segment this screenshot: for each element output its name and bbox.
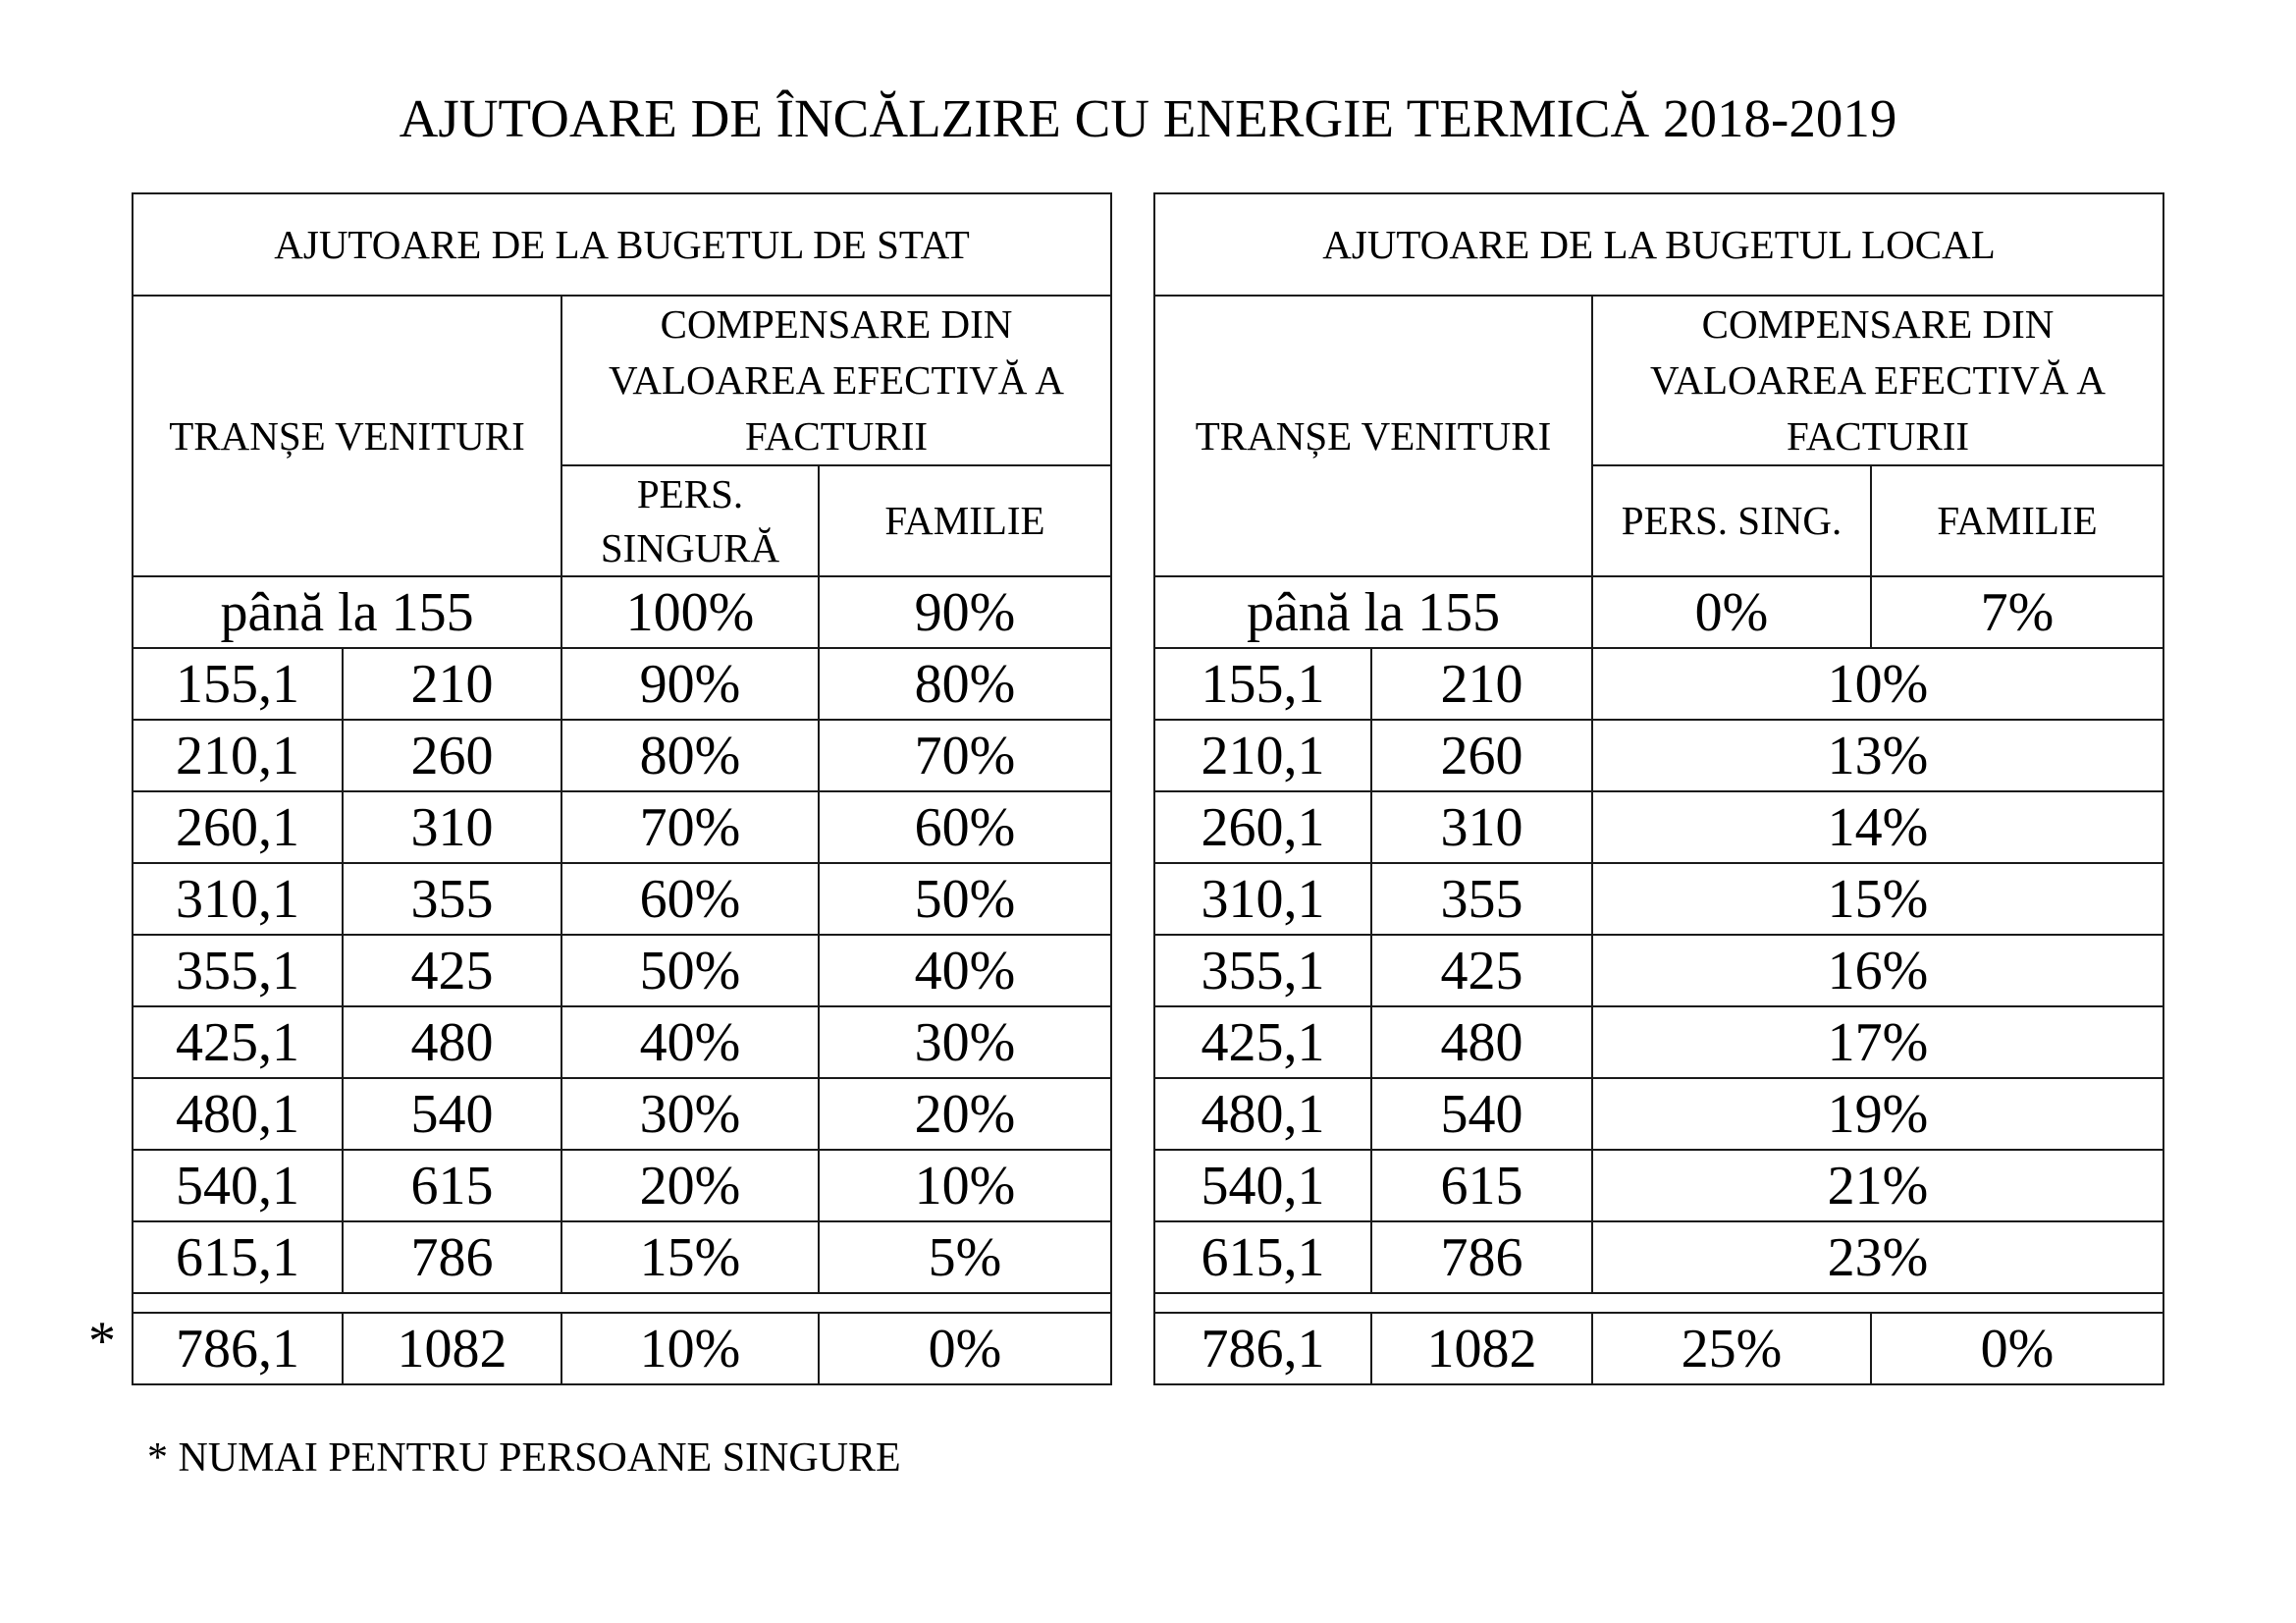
column-header-row	[1154, 296, 2163, 465]
table-row	[133, 720, 1111, 791]
separator-row	[1154, 1293, 2163, 1313]
compensation-value: 21%	[1592, 1150, 2163, 1221]
family-value: 10%	[819, 1150, 1111, 1221]
family-header: FAMILIE	[1871, 465, 2163, 576]
income-from: 155,1	[1154, 648, 1371, 720]
single-value: 50%	[561, 935, 819, 1006]
income-to: 210	[1371, 648, 1592, 720]
family-value: 50%	[819, 863, 1111, 935]
income-from: 540,1	[1154, 1150, 1371, 1221]
family-value: 0%	[1871, 1313, 2163, 1384]
income-range: până la 155	[133, 576, 561, 648]
table-row	[1154, 648, 2163, 720]
income-to: 615	[343, 1150, 561, 1221]
compensation-value: 15%	[1592, 863, 2163, 935]
income-from: 786,1	[1154, 1313, 1371, 1384]
section-title: AJUTOARE DE LA BUGETUL DE STAT	[133, 193, 1111, 296]
income-to: 480	[1371, 1006, 1592, 1078]
income-to: 425	[1371, 935, 1592, 1006]
single-person-header: PERS. SING.	[1592, 465, 1871, 576]
single-value: 40%	[561, 1006, 819, 1078]
family-value: 5%	[819, 1221, 1111, 1293]
family-value: 80%	[819, 648, 1111, 720]
table-row	[133, 935, 1111, 1006]
income-to: 480	[343, 1006, 561, 1078]
table-row	[1154, 935, 2163, 1006]
table-row	[133, 791, 1111, 863]
single-value: 100%	[561, 576, 819, 648]
table-row-last	[133, 1313, 1111, 1384]
compensation-header: COMPENSARE DIN VALOAREA EFECTIVĂ A FACTURII	[1592, 296, 2163, 465]
income-to: 786	[1371, 1221, 1592, 1293]
income-from: 480,1	[1154, 1078, 1371, 1150]
single-value: 30%	[561, 1078, 819, 1150]
family-header: FAMILIE	[819, 465, 1111, 576]
family-value: 30%	[819, 1006, 1111, 1078]
income-from: 425,1	[1154, 1006, 1371, 1078]
family-value: 40%	[819, 935, 1111, 1006]
single-value: 70%	[561, 791, 819, 863]
column-header-row	[133, 296, 1111, 465]
compensation-value: 14%	[1592, 791, 2163, 863]
separator-cell	[133, 1293, 1111, 1313]
table-row-last	[1154, 1313, 2163, 1384]
table-row	[1154, 720, 2163, 791]
section-header-row	[1154, 193, 2163, 296]
single-value: 10%	[561, 1313, 819, 1384]
local-budget-table	[1153, 192, 2164, 1385]
table-row	[1154, 1078, 2163, 1150]
single-person-header: PERS. SINGURĂ	[561, 465, 819, 576]
family-value: 0%	[819, 1313, 1111, 1384]
compensation-value: 17%	[1592, 1006, 2163, 1078]
single-value: 20%	[561, 1150, 819, 1221]
income-to: 310	[343, 791, 561, 863]
income-to: 355	[343, 863, 561, 935]
separator-row	[133, 1293, 1111, 1313]
compensation-header: COMPENSARE DIN VALOAREA EFECTIVĂ A FACTURII	[561, 296, 1111, 465]
income-from: 615,1	[133, 1221, 343, 1293]
footnote: * NUMAI PENTRU PERSOANE SINGURE	[147, 1435, 901, 1481]
compensation-value: 19%	[1592, 1078, 2163, 1150]
single-value: 25%	[1592, 1313, 1871, 1384]
section-header-row	[133, 193, 1111, 296]
table-row	[1154, 863, 2163, 935]
single-value: 90%	[561, 648, 819, 720]
income-to: 260	[343, 720, 561, 791]
income-to: 786	[343, 1221, 561, 1293]
section-title: AJUTOARE DE LA BUGETUL LOCAL	[1154, 193, 2163, 296]
family-value: 90%	[819, 576, 1111, 648]
income-from: 355,1	[133, 935, 343, 1006]
income-from: 210,1	[133, 720, 343, 791]
income-from: 480,1	[133, 1078, 343, 1150]
income-to: 210	[343, 648, 561, 720]
table-row	[133, 863, 1111, 935]
income-from: 310,1	[1154, 863, 1371, 935]
family-value: 60%	[819, 791, 1111, 863]
asterisk-marker: *	[88, 1311, 116, 1372]
document-title: AJUTOARE DE ÎNCĂLZIRE CU ENERGIE TERMICĂ 2018-2019	[399, 88, 1897, 148]
income-to: 540	[1371, 1078, 1592, 1150]
table-row	[133, 576, 1111, 648]
income-from: 310,1	[133, 863, 343, 935]
table-row	[1154, 576, 2163, 648]
income-to: 540	[343, 1078, 561, 1150]
table-row	[133, 1150, 1111, 1221]
income-to: 425	[343, 935, 561, 1006]
income-from: 786,1	[133, 1313, 343, 1384]
family-value: 20%	[819, 1078, 1111, 1150]
income-to: 1082	[343, 1313, 561, 1384]
table-row	[1154, 791, 2163, 863]
income-to: 1082	[1371, 1313, 1592, 1384]
compensation-value: 13%	[1592, 720, 2163, 791]
table-row	[133, 1006, 1111, 1078]
single-value: 15%	[561, 1221, 819, 1293]
single-value: 0%	[1592, 576, 1871, 648]
compensation-value: 10%	[1592, 648, 2163, 720]
table-row	[133, 1078, 1111, 1150]
table-row	[1154, 1150, 2163, 1221]
income-to: 355	[1371, 863, 1592, 935]
compensation-value: 16%	[1592, 935, 2163, 1006]
state-budget-table	[132, 192, 1112, 1385]
income-from: 210,1	[1154, 720, 1371, 791]
family-value: 7%	[1871, 576, 2163, 648]
compensation-value: 23%	[1592, 1221, 2163, 1293]
income-from: 260,1	[133, 791, 343, 863]
income-brackets-header: TRANȘE VENITURI	[1154, 296, 1592, 576]
income-from: 540,1	[133, 1150, 343, 1221]
table-row	[133, 648, 1111, 720]
income-brackets-header: TRANȘE VENITURI	[133, 296, 561, 576]
income-from: 155,1	[133, 648, 343, 720]
income-to: 615	[1371, 1150, 1592, 1221]
table-row	[1154, 1221, 2163, 1293]
income-to: 310	[1371, 791, 1592, 863]
income-range: până la 155	[1154, 576, 1592, 648]
income-from: 260,1	[1154, 791, 1371, 863]
income-from: 615,1	[1154, 1221, 1371, 1293]
single-value: 80%	[561, 720, 819, 791]
family-value: 70%	[819, 720, 1111, 791]
separator-cell	[1154, 1293, 2163, 1313]
table-row	[1154, 1006, 2163, 1078]
table-row	[133, 1221, 1111, 1293]
income-from: 355,1	[1154, 935, 1371, 1006]
income-to: 260	[1371, 720, 1592, 791]
income-from: 425,1	[133, 1006, 343, 1078]
single-value: 60%	[561, 863, 819, 935]
